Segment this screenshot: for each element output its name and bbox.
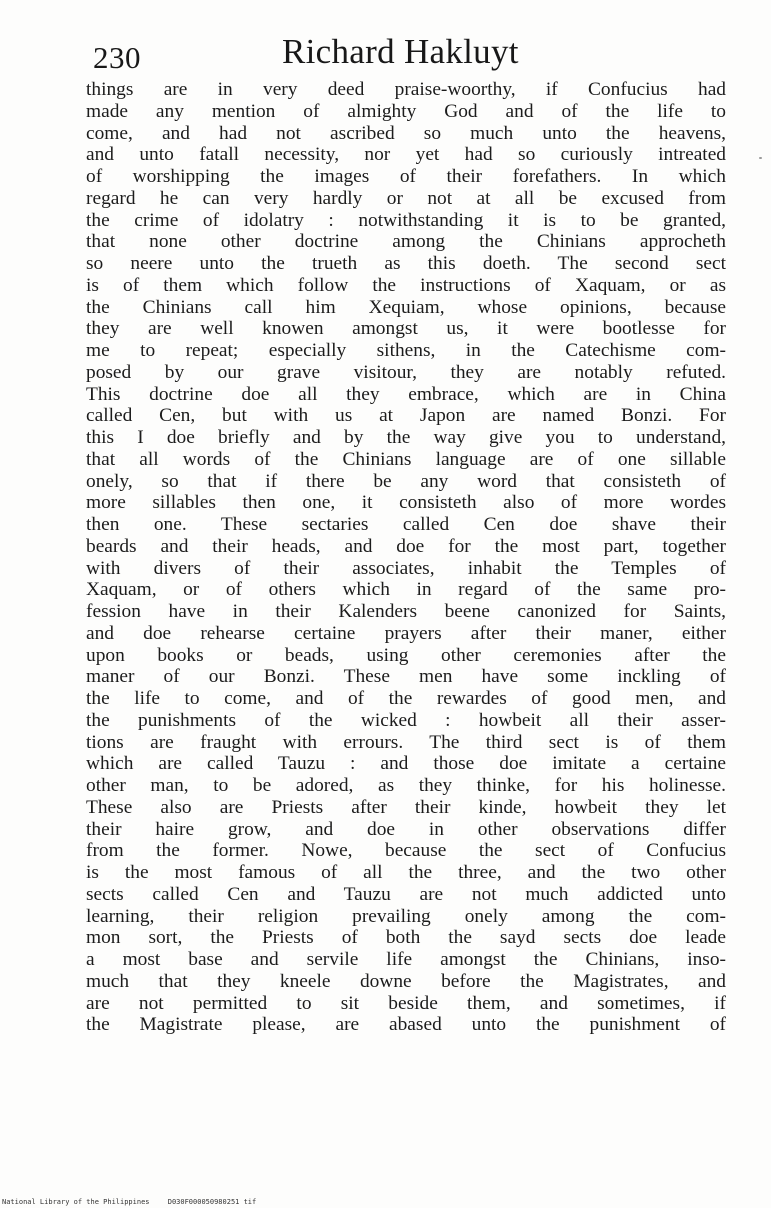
text-line: the Chinians call him Xequiam, whose opinions, because xyxy=(86,296,726,318)
running-title: Richard Hakluyt xyxy=(282,32,519,71)
text-line: fession have in their Kalenders beene canonized for Saints, xyxy=(86,601,726,622)
text-line: more sillables then one, it consisteth also of more wordes xyxy=(86,492,726,514)
text-line: the Magistrate please, are abased unto the punishment of xyxy=(86,1014,726,1036)
text-line: their haire grow, and doe in other observations differ xyxy=(86,818,726,840)
text-line: of worshipping the images of their forefathers. In which xyxy=(86,166,726,187)
text-line: this I doe briefly and by the way give you to understand, xyxy=(86,427,726,448)
text-line: come, and had not ascribed so much unto the heavens, xyxy=(86,122,726,144)
text-line: and doe rehearse certaine prayers after their maner, either xyxy=(86,622,726,644)
text-line: made any mention of almighty God and of the life to xyxy=(86,100,726,122)
text-line: Xaquam, or of others which in regard of the same pro- xyxy=(86,579,726,601)
text-line: called Cen, but with us at Japon are named Bonzi. For xyxy=(86,405,726,427)
text-line: onely, so that if there be any word that consisteth of xyxy=(86,470,726,492)
text-line: and unto fatall necessity, nor yet had so curiously intreated xyxy=(86,144,726,166)
text-line: that none other doctrine among the Chinians approcheth xyxy=(86,231,726,253)
text-line: the crime of idolatry : notwithstanding it is to be granted, xyxy=(86,209,726,231)
text-line: other man, to be adored, as they thinke, for his holinesse. xyxy=(86,775,726,796)
scan-footer xyxy=(2,1198,270,1206)
file-identifier: D030F000050980251 tif xyxy=(167,1198,257,1206)
text-line: tions are fraught with errours. The third sect is of them xyxy=(86,731,726,753)
text-line: with divers of their associates, inhabit the Temples of xyxy=(86,557,726,579)
library-credit: National Library of the Philippines xyxy=(2,1198,150,1206)
text-line: are not permitted to sit beside them, and sometimes, if xyxy=(86,992,726,1014)
text-line: that all words of the Chinians language are of one sillable xyxy=(86,448,726,470)
text-line: This doctrine doe all they embrace, which are in China xyxy=(86,383,726,405)
text-line: regard he can very hardly or not at all be excused from xyxy=(86,187,726,209)
page-number: 230 xyxy=(93,40,141,75)
text-line: the punishments of the wicked : howbeit all their asser- xyxy=(86,709,726,731)
text-line: posed by our grave visitour, they are notably refuted. xyxy=(86,361,726,383)
text-line: a most base and servile life amongst the Chinians, inso- xyxy=(86,949,726,970)
text-line: maner of our Bonzi. These men have some inckling of xyxy=(86,666,726,688)
text-line: is of them which follow the instructions of Xaquam, or as xyxy=(86,274,726,296)
body-text xyxy=(86,79,726,1036)
text-line: sects called Cen and Tauzu are not much addicted unto xyxy=(86,883,726,905)
text-line: then one. These sectaries called Cen doe shave their xyxy=(86,514,726,535)
text-line: upon books or beads, using other ceremonies after the xyxy=(86,644,726,666)
text-line: so neere unto the trueth as this doeth. The second sect xyxy=(86,253,726,274)
text-line: they are well knowen amongst us, it were bootlesse for xyxy=(86,318,726,340)
page-header xyxy=(93,32,733,82)
text-line: is the most famous of all the three, and the two other xyxy=(86,862,726,883)
text-line: learning, their religion prevailing onely among the com- xyxy=(86,905,726,927)
text-line: which are called Tauzu : and those doe imitate a certaine xyxy=(86,753,726,775)
text-line: the life to come, and of the rewardes of good men, and xyxy=(86,688,726,709)
text-line: me to repeat; especially sithens, in the Catechisme com- xyxy=(86,340,726,361)
text-line: mon sort, the Priests of both the sayd sects doe leade xyxy=(86,927,726,949)
text-line: from the former. Nowe, because the sect of Confucius xyxy=(86,840,726,862)
text-line: much that they kneele downe before the Magistrates, and xyxy=(86,970,726,992)
text-line: These also are Priests after their kinde, howbeit they let xyxy=(86,796,726,818)
text-line: things are in very deed praise-woorthy, if Confucius had xyxy=(86,79,726,100)
text-line: beards and their heads, and doe for the most part, together xyxy=(86,535,726,557)
scan-speck xyxy=(759,157,762,159)
